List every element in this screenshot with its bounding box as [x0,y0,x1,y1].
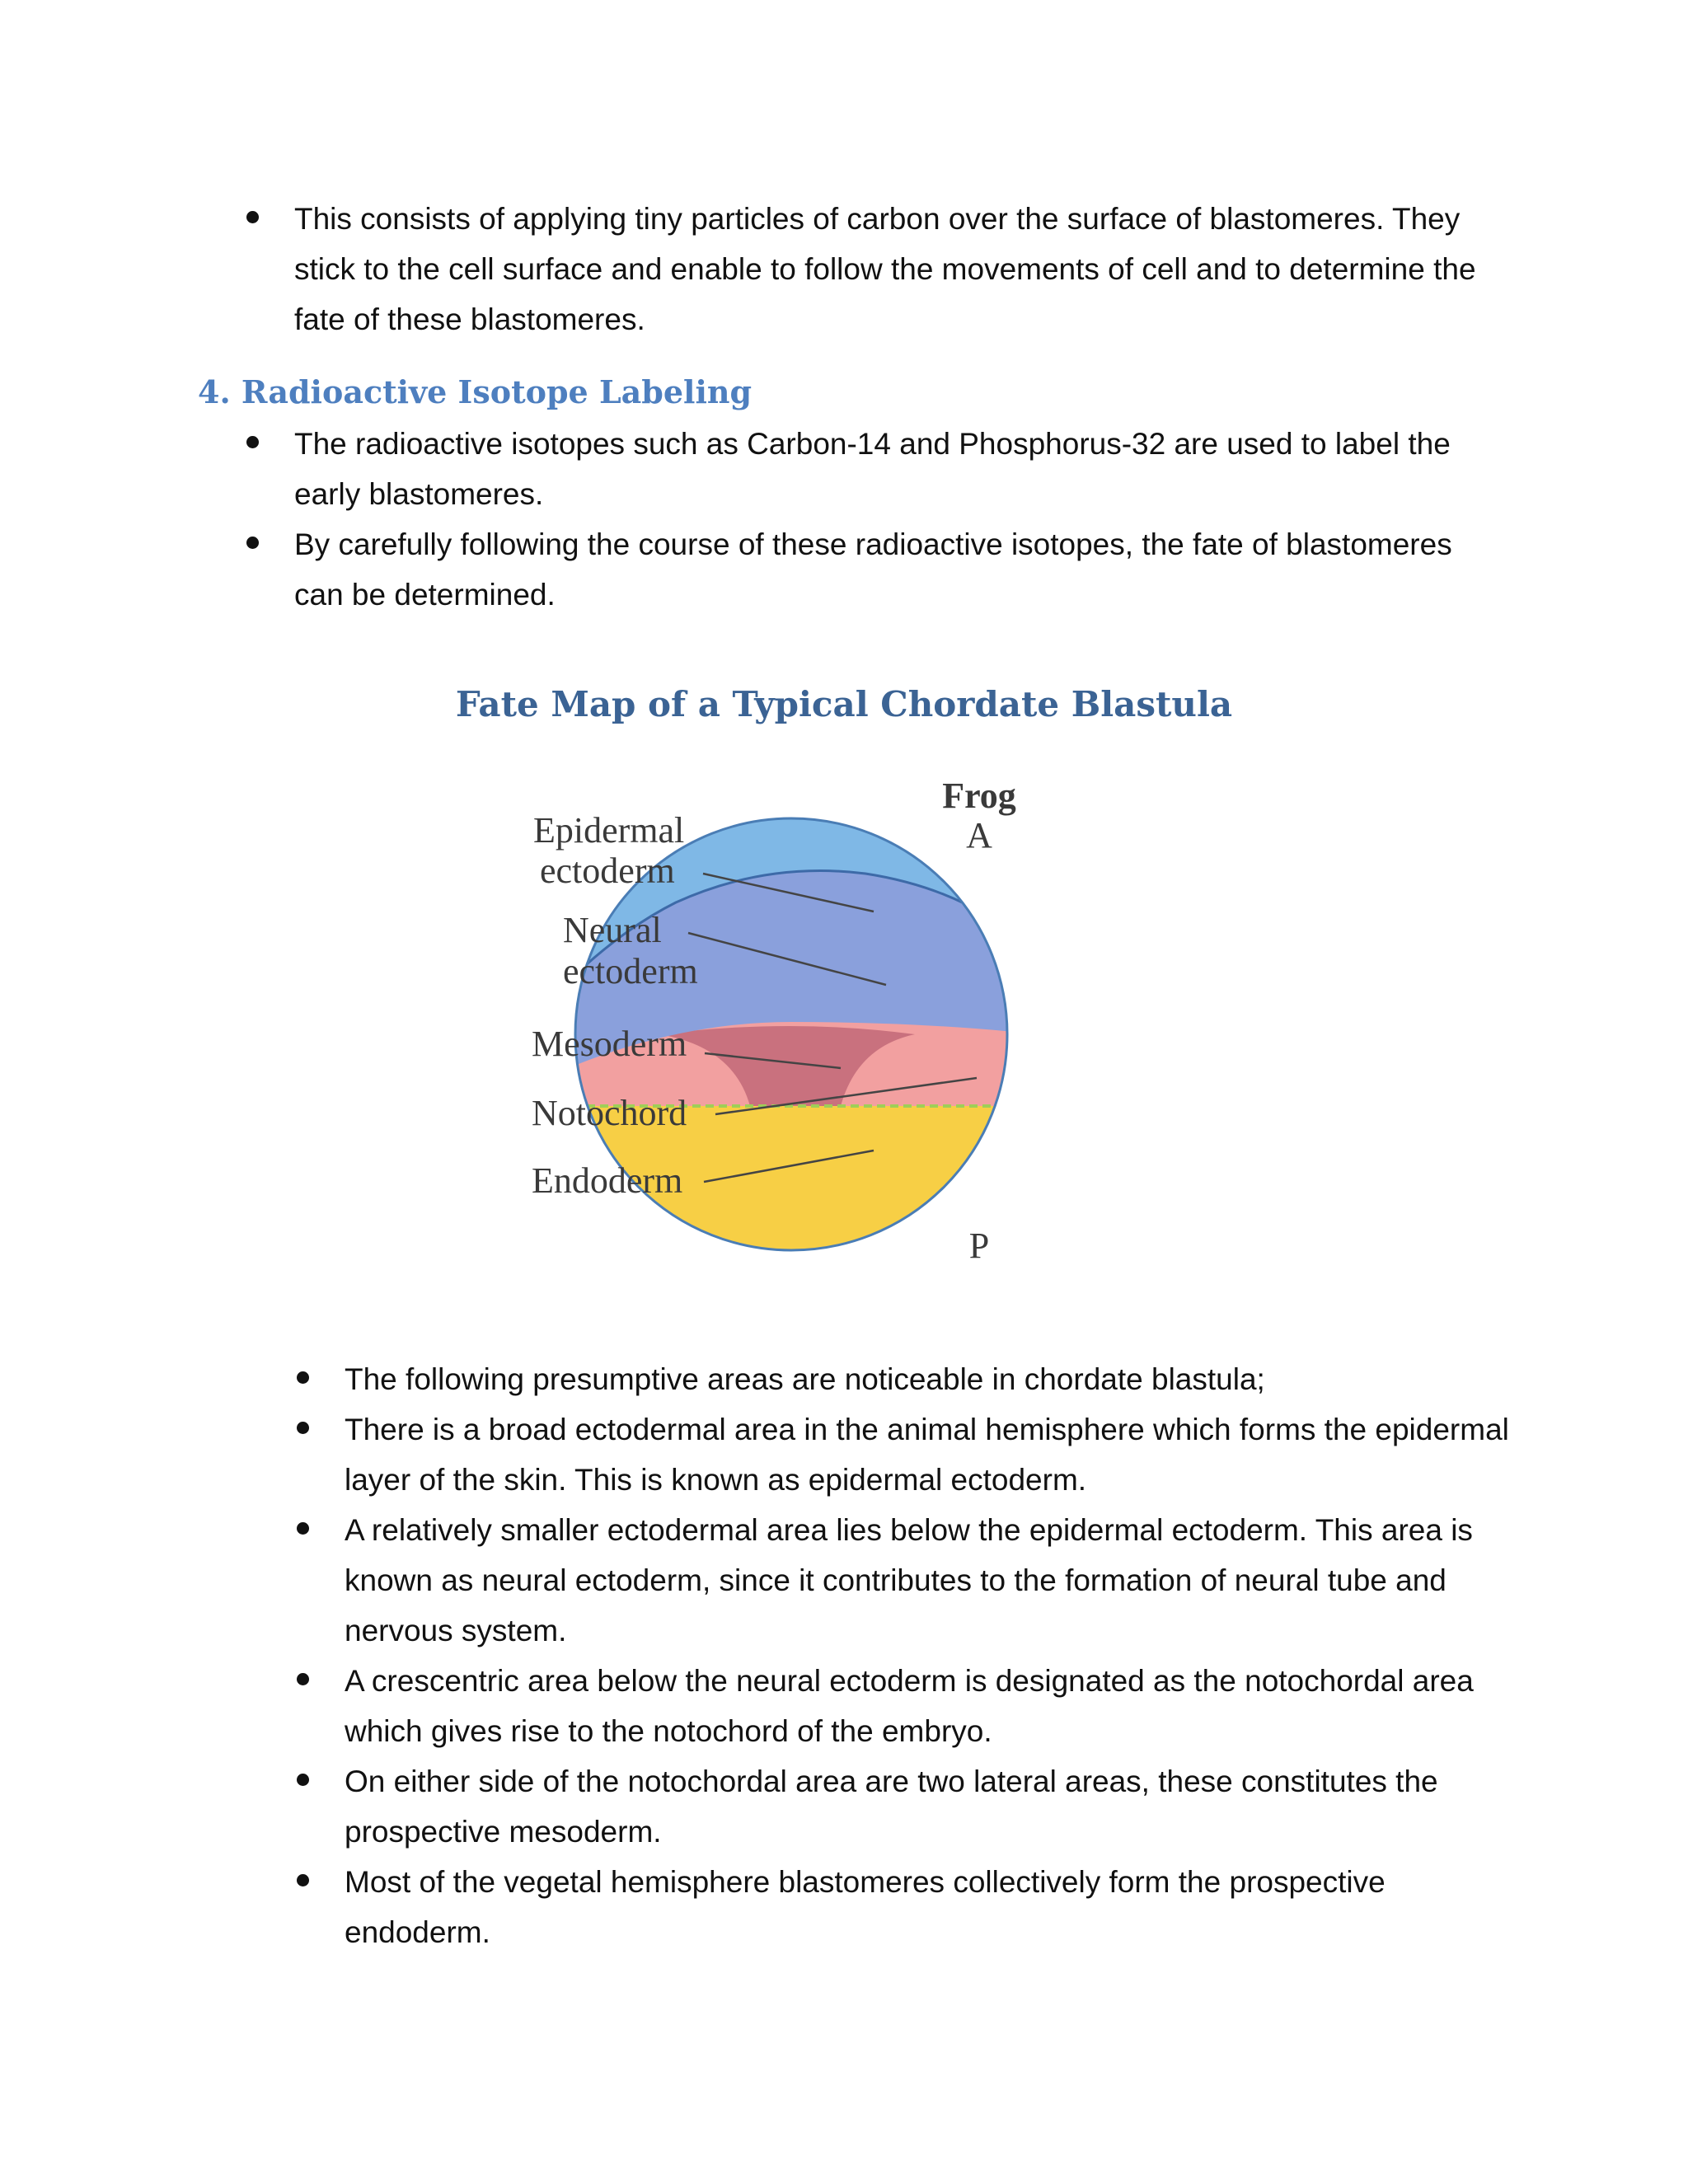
list-item-text: The radioactive isotopes such as Carbon-14 and Phosphorus-32 are used to label the early blastomeres. [294,427,1451,511]
pole-bottom-label: P [968,1226,990,1266]
isotope-bullet-list [294,419,1489,620]
label-neural-line1: Neural [563,910,662,950]
list-item-text: A crescentric area below the neural ectoderm is designated as the notochordal area which gives rise to the notochord of the embryo. [345,1664,1474,1748]
organism-label: Frog [942,776,1016,816]
label-notochord: Notochord [532,1093,687,1133]
list-item-text: There is a broad ectodermal area in the animal hemisphere which forms the epidermal layer of the skin. This is known as epidermal ectoderm. [345,1413,1509,1497]
bullet-dot [297,1874,309,1886]
list-item [345,1857,1515,1957]
label-mesoderm: Mesoderm [532,1024,687,1064]
list-item [345,1656,1515,1756]
bullet-dot [297,1422,309,1434]
bullet-dot [297,1774,309,1786]
label-endoderm: Endoderm [532,1160,683,1201]
pole-top-label: A [966,815,992,855]
fate-bullet-list [345,1354,1515,1957]
bullet-dot [246,436,259,448]
list-item [345,1756,1515,1857]
bullet-dot [297,1673,309,1685]
list-item-text: This consists of applying tiny particles of carbon over the surface of blastomeres. They stick to the cell surface and enable to follow the movements of cell and to determine the fate of these blastomeres. [294,202,1476,336]
intro-bullet-list [294,194,1489,344]
list-item [345,1404,1515,1505]
list-item-text: By carefully following the course of these radioactive isotopes, the fate of blastomeres can be determined. [294,527,1452,612]
label-epidermal-line1: Epidermal [533,810,685,851]
list-item [294,519,1489,620]
fate-map-figure [511,750,1236,1286]
list-item [294,419,1489,519]
bullet-dot [246,211,259,223]
list-item-text: On either side of the notochordal area are two lateral areas, these constitutes the prospective mesoderm. [345,1765,1438,1849]
list-item [345,1505,1515,1656]
figure-title: Fate Map of a Typical Chordate Blastula [455,684,1233,724]
list-item-text: A relatively smaller ectodermal area lies below the epidermal ectoderm. This area is known as neural ectoderm, since it contributes to the formation of neural tube and nervous system. [345,1513,1473,1647]
label-epidermal-line2: ectoderm [540,851,675,891]
list-item-text: Most of the vegetal hemisphere blastomeres collectively form the prospective endoderm. [345,1865,1386,1949]
bullet-dot [246,537,259,549]
section-heading: 4. Radioactive Isotope Labeling [198,373,753,410]
list-item [345,1354,1515,1404]
list-item [294,194,1489,344]
bullet-dot [297,1522,309,1535]
label-neural-line2: ectoderm [563,951,698,991]
bullet-dot [297,1371,309,1384]
list-item-text: The following presumptive areas are noticeable in chordate blastula; [345,1362,1265,1396]
